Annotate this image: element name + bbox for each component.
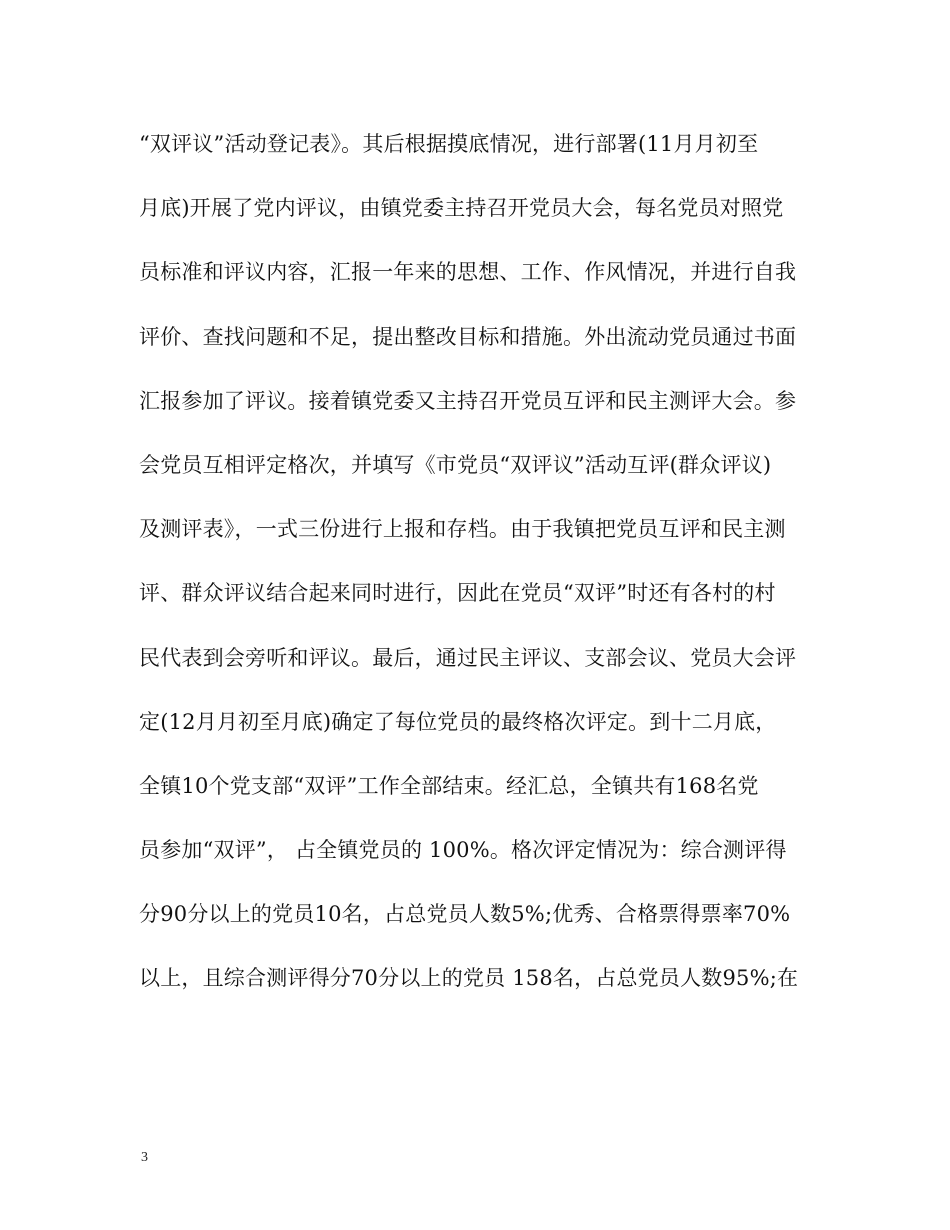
text-line: 员标准和评议内容，汇报一年来的思想、工作、作风情况，并进行自我 [139, 260, 797, 285]
text-line: 员参加“双评”， 占全镇党员的 100%。格次评定情况为：综合测评得 [139, 838, 787, 863]
text-line: 分90分以上的党员10名，占总党员人数5%;优秀、合格票得票率70% [139, 902, 791, 927]
page-number: 3 [141, 1150, 148, 1165]
text-line: 评价、查找问题和不足，提出整改目标和措施。外出流动党员通过书面 [139, 324, 797, 349]
text-line: 定(12月月初至月底)确定了每位党员的最终格次评定。到十二月底， [139, 709, 777, 734]
body-paragraph [139, 124, 819, 1023]
text-line: 以上，且综合测评得分70分以上的党员 158名，占总党员人数95%;在 [139, 966, 799, 991]
text-line: 会党员互相评定格次，并填写《市党员“双评议”活动互评(群众评议) [139, 452, 772, 477]
text-line: 全镇10个党支部“双评”工作全部结束。经汇总，全镇共有168名党 [139, 773, 759, 798]
text-line: “双评议”活动登记表》。其后根据摸底情况，进行部署(11月月初至 [139, 132, 759, 156]
text-line: 及测评表》，一式三份进行上报和存档。由于我镇把党员互评和民主测 [139, 517, 786, 542]
text-line: 月底)开展了党内评议，由镇党委主持召开党员大会，每名党员对照党 [139, 196, 784, 221]
text-line: 民代表到会旁听和评议。最后，通过民主评议、支部会议、党员大会评 [139, 645, 797, 670]
text-line: 汇报参加了评议。接着镇党委又主持召开党员互评和民主测评大会。参 [139, 388, 797, 413]
text-line: 评、群众评议结合起来同时进行，因此在党员“双评”时还有各村的村 [139, 581, 776, 606]
